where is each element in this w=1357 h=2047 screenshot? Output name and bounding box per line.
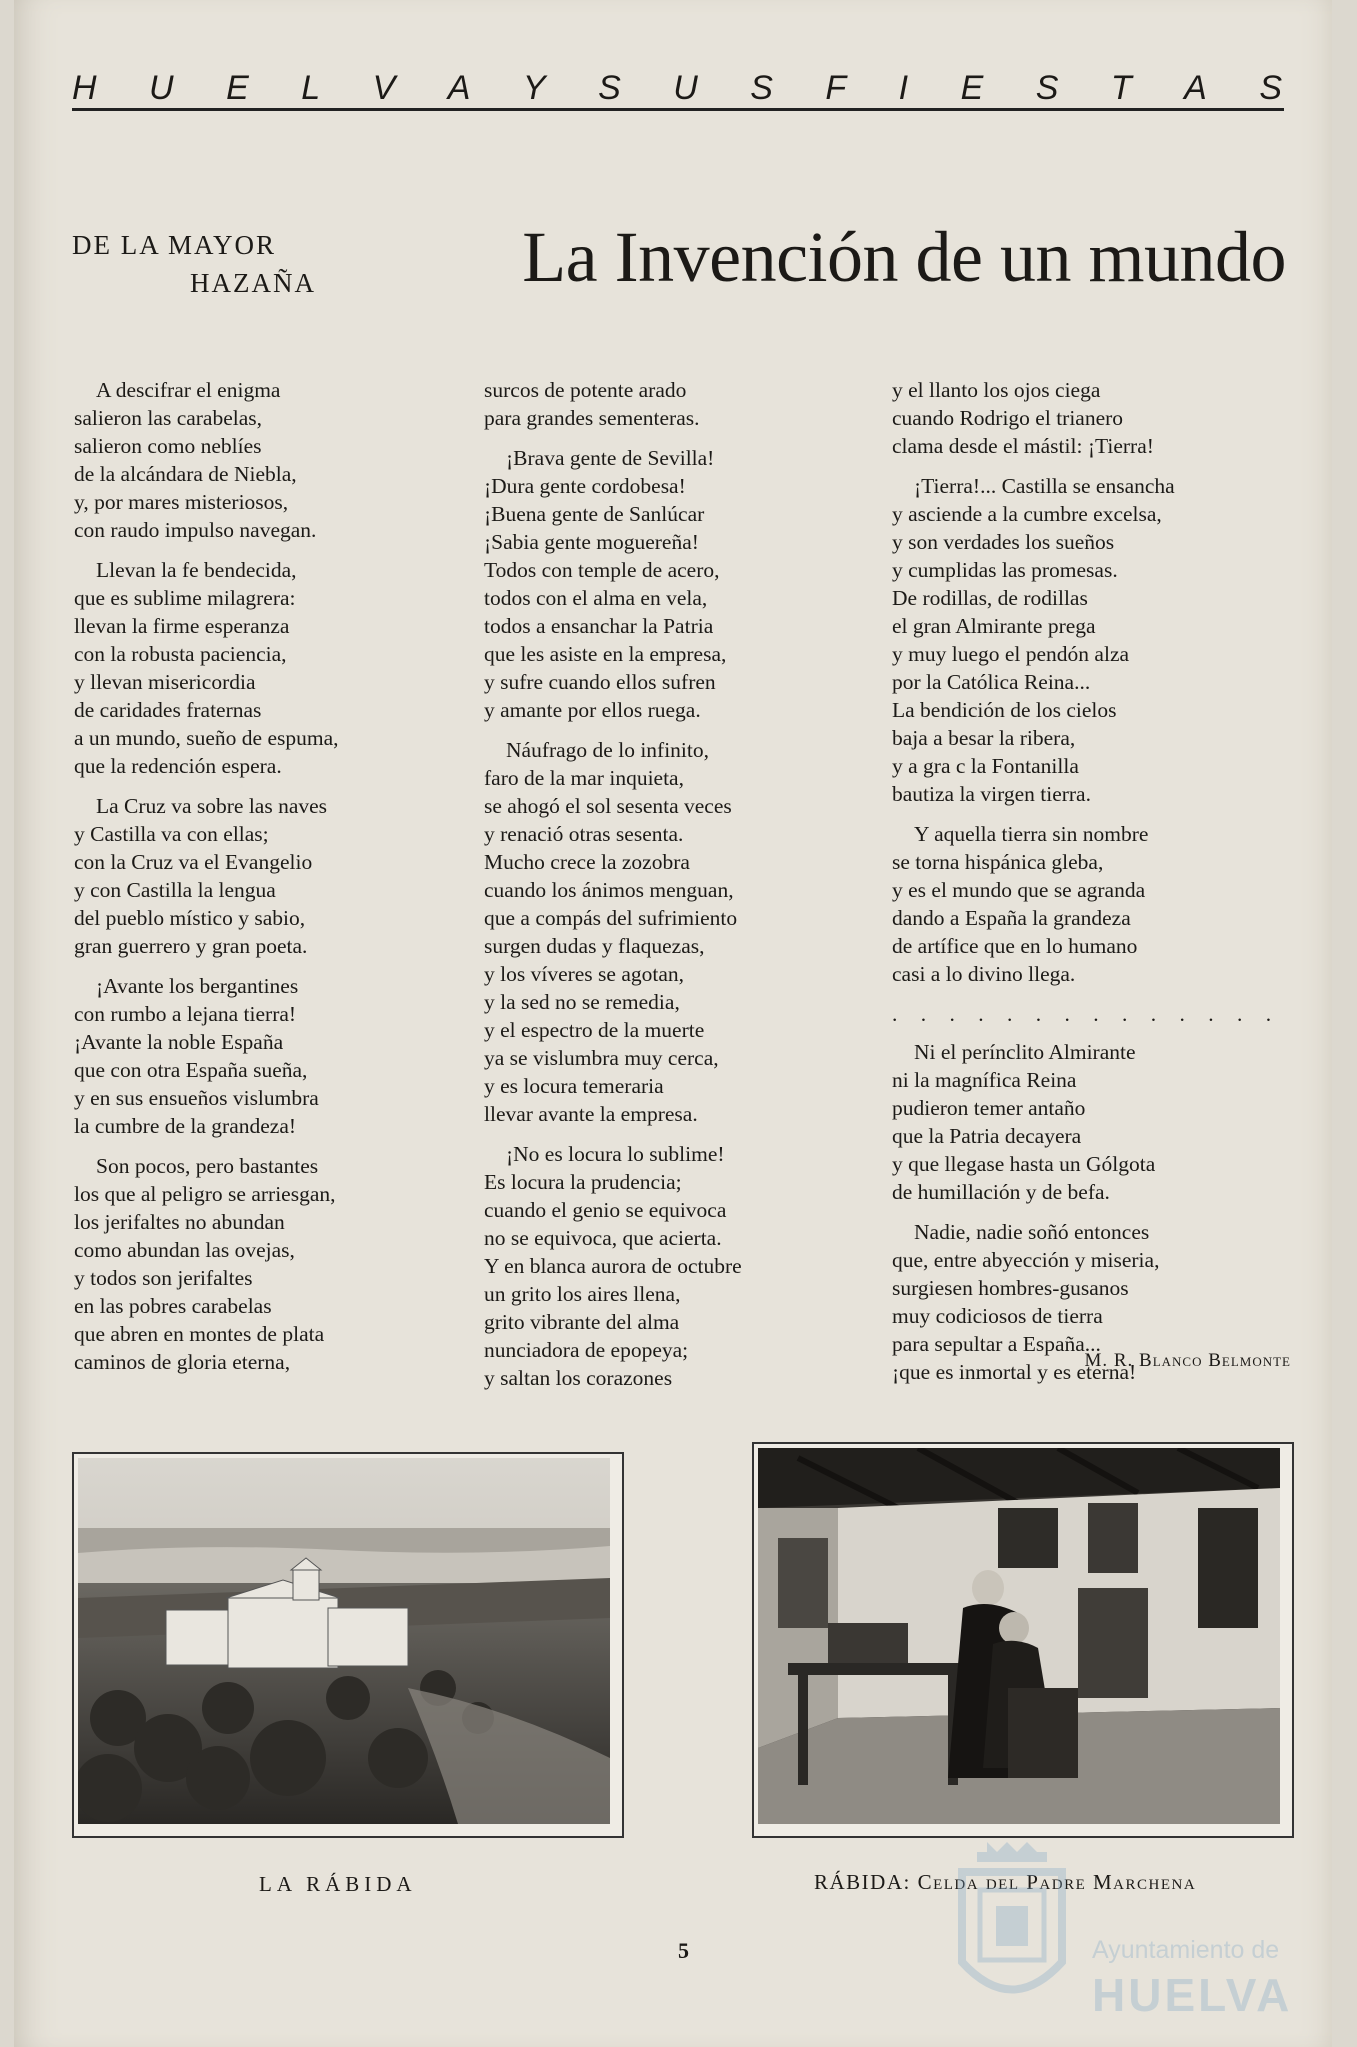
- poem-line: ¡Tierra!... Castilla se ensancha: [914, 474, 1175, 498]
- poem-line: Todos con temple de acero,: [484, 558, 720, 582]
- article-title: La Invención de un mundo: [522, 217, 1286, 297]
- poem-line: ¡Buena gente de Sanlúcar: [484, 502, 705, 526]
- poem-line: y con Castilla la lengua: [74, 878, 276, 902]
- poem-line: y es locura temeraria: [484, 1074, 664, 1098]
- poem-column-1: [74, 376, 414, 1388]
- poem-stanza: [74, 1152, 414, 1376]
- poem-line: llevan la firme esperanza: [74, 614, 290, 638]
- poem-line: baja a besar la ribera,: [892, 726, 1076, 750]
- running-head-letter: H: [72, 69, 99, 107]
- stanza-divider-dots: . . . . . . . . . . . . . .: [892, 1002, 1281, 1026]
- poem-line: los que al peligro se arriesgan,: [74, 1182, 336, 1206]
- poem-line: y Castilla va con ellas;: [74, 822, 269, 846]
- poem-line: que, entre abyección y miseria,: [892, 1248, 1160, 1272]
- running-head-letter: E: [960, 69, 986, 107]
- poem-line: y saltan los corazones: [484, 1366, 673, 1390]
- poem-line: dando a España la grandeza: [892, 906, 1131, 930]
- running-head-letter: Y: [522, 69, 548, 107]
- page-number: 5: [678, 1938, 689, 1963]
- poem-line: se ahogó el sol sesenta veces: [484, 794, 732, 818]
- poem-line: del pueblo místico y sabio,: [74, 906, 306, 930]
- poem-line: Mucho crece la zozobra: [484, 850, 690, 874]
- poem-line: y la sed no se remedia,: [484, 990, 680, 1014]
- poem-line: de artífice que en lo humano: [892, 934, 1138, 958]
- poem-line: Y aquella tierra sin nombre: [914, 822, 1149, 846]
- running-head-letter: U: [673, 69, 700, 107]
- poem-line: todos a ensanchar la Patria: [484, 614, 714, 638]
- poem-line: cuando Rodrigo el trianero: [892, 406, 1124, 430]
- caption-left: LA RÁBIDA: [259, 1872, 417, 1896]
- section-label-line1: DE LA MAYOR: [72, 230, 277, 260]
- poem-line: de caridades fraternas: [74, 698, 262, 722]
- poem-line: el gran Almirante prega: [892, 614, 1096, 638]
- poem-line: y amante por ellos ruega.: [484, 698, 701, 722]
- poem-stanza: [74, 972, 414, 1140]
- poem-line: y renació otras sesenta.: [484, 822, 684, 846]
- poem-line: casi a lo divino llega.: [892, 962, 1076, 986]
- poem-line: y son verdades los sueños: [892, 530, 1115, 554]
- poem-line: clama desde el mástil: ¡Tierra!: [892, 434, 1154, 458]
- running-head-letter: S: [1259, 69, 1284, 107]
- poem-line: Nadie, nadie soñó entonces: [914, 1220, 1150, 1244]
- poem-line: los jerifaltes no abundan: [74, 1210, 285, 1234]
- poem-line: que abren en montes de plata: [74, 1322, 325, 1346]
- running-head-letter: V: [372, 69, 398, 107]
- poem-line: ¡No es locura lo sublime!: [506, 1142, 725, 1166]
- poem-line: Y en blanca aurora de octubre: [484, 1254, 742, 1278]
- poem-line: faro de la mar inquieta,: [484, 766, 684, 790]
- running-head-letter: A: [1184, 69, 1209, 107]
- poem-line: y el llanto los ojos ciega: [892, 378, 1101, 402]
- poem-stanza: [892, 472, 1292, 808]
- poem-line: gran guerrero y gran poeta.: [74, 934, 308, 958]
- poem-line: cuando los ánimos menguan,: [484, 878, 734, 902]
- running-head: [72, 62, 1284, 111]
- poem-stanza: [892, 820, 1292, 988]
- poem-line: grito vibrante del alma: [484, 1310, 680, 1334]
- running-head-letter: L: [301, 69, 323, 107]
- poem-line: surgiesen hombres-gusanos: [892, 1276, 1129, 1300]
- running-head-letter: T: [1110, 69, 1134, 107]
- poem-column-2: [484, 376, 844, 1404]
- poem-line: con la Cruz va el Evangelio: [74, 850, 313, 874]
- poem-line: Son pocos, pero bastantes: [96, 1154, 319, 1178]
- poem-line: salieron como neblíes: [74, 434, 262, 458]
- poem-line: para grandes sementeras.: [484, 406, 700, 430]
- poem-stanza: [74, 792, 414, 960]
- poem-line: y en sus ensueños vislumbra: [74, 1086, 319, 1110]
- poem-line: pudieron temer antaño: [892, 1096, 1086, 1120]
- poem-stanza: [484, 1140, 844, 1392]
- poem-line: Ni el perínclito Almirante: [914, 1040, 1136, 1064]
- poem-line: que la redención espera.: [74, 754, 282, 778]
- poem-line: a un mundo, sueño de espuma,: [74, 726, 339, 750]
- running-head-letter: A: [447, 69, 473, 107]
- poem-line: surcos de potente arado: [484, 378, 687, 402]
- running-head-letter: S: [598, 69, 623, 107]
- poem-line: ¡que es inmortal y es eterna!: [892, 1360, 1137, 1384]
- poem-column-3: [892, 376, 1292, 1398]
- poem-line: para sepultar a España...: [892, 1332, 1101, 1356]
- poem-stanza: [484, 736, 844, 1128]
- poem-line: ¡Avante los bergantines: [96, 974, 299, 998]
- poem-line: A descifrar el enigma: [96, 378, 281, 402]
- poem-line: llevar avante la empresa.: [484, 1102, 698, 1126]
- poem-line: que les asiste en la empresa,: [484, 642, 727, 666]
- poem-line: y, por mares misteriosos,: [74, 490, 289, 514]
- poem-line: con la robusta paciencia,: [74, 642, 287, 666]
- poem-line: y cumplidas las promesas.: [892, 558, 1118, 582]
- poem-line: con raudo impulso navegan.: [74, 518, 317, 542]
- poem-stanza: [74, 376, 414, 544]
- poem-line: de la alcándara de Niebla,: [74, 462, 297, 486]
- poem-stanza: [74, 556, 414, 780]
- section-label-line2: HAZAÑA: [190, 268, 316, 298]
- poem-line: y es el mundo que se agranda: [892, 878, 1146, 902]
- poem-line: con rumbo a lejana tierra!: [74, 1002, 297, 1026]
- poem-line: y el espectro de la muerte: [484, 1018, 705, 1042]
- watermark-line1: Ayuntamiento de: [1092, 1936, 1280, 1964]
- author-signature: M. R. Blanco Belmonte: [1084, 1350, 1291, 1371]
- poem-line: y los víveres se agotan,: [484, 962, 685, 986]
- huelva-crest-icon: [952, 1842, 1072, 2012]
- running-head-letter: E: [226, 69, 251, 107]
- poem-stanza: [892, 1038, 1292, 1206]
- poem-line: Náufrago de lo infinito,: [506, 738, 710, 762]
- photo-la-rabida: [72, 1452, 624, 1838]
- poem-line: bautiza la virgen tierra.: [892, 782, 1091, 806]
- poem-line: se torna hispánica gleba,: [892, 850, 1104, 874]
- poem-line: que la Patria decayera: [892, 1124, 1082, 1148]
- photo-celda-padre-marchena: [752, 1442, 1294, 1838]
- running-head-letter: S: [750, 69, 775, 107]
- poem-line: que a compás del sufrimiento: [484, 906, 738, 930]
- poem-line: ¡Avante la noble España: [74, 1030, 284, 1054]
- watermark-line2: HUELVA: [1092, 1969, 1293, 2021]
- running-head-letter: I: [898, 69, 911, 107]
- poem-line: y a gra c la Fontanilla: [892, 754, 1079, 778]
- poem-stanza: [484, 376, 844, 432]
- poem-line: un grito los aires llena,: [484, 1282, 681, 1306]
- poem-line: y todos son jerifaltes: [74, 1266, 253, 1290]
- poem-line: ¡Dura gente cordobesa!: [484, 474, 686, 498]
- poem-line: muy codiciosos de tierra: [892, 1304, 1103, 1328]
- poem-line: ¡Sabia gente moguereña!: [484, 530, 699, 554]
- poem-line: que es sublime milagrera:: [74, 586, 296, 610]
- poem-stanza: [892, 376, 1292, 460]
- poem-line: La Cruz va sobre las naves: [96, 794, 328, 818]
- running-head-letter: U: [149, 69, 176, 107]
- poem-line: De rodillas, de rodillas: [892, 586, 1088, 610]
- magazine-page: [14, 0, 1332, 2047]
- poem-line: como abundan las ovejas,: [74, 1238, 295, 1262]
- running-head-letter: S: [1035, 69, 1061, 107]
- section-label: [72, 226, 316, 302]
- poem-line: surgen dudas y flaquezas,: [484, 934, 705, 958]
- poem-line: la cumbre de la grandeza!: [74, 1114, 297, 1138]
- poem-line: cuando el genio se equivoca: [484, 1198, 727, 1222]
- poem-line: y llevan misericordia: [74, 670, 256, 694]
- poem-line: de humillación y de befa.: [892, 1180, 1110, 1204]
- poem-line: y muy luego el pendón alza: [892, 642, 1130, 666]
- poem-line: no se equivoca, que acierta.: [484, 1226, 722, 1250]
- poem-line: y asciende a la cumbre excelsa,: [892, 502, 1162, 526]
- poem-line: ni la magnífica Reina: [892, 1068, 1077, 1092]
- poem-line: La bendición de los cielos: [892, 698, 1117, 722]
- poem-line: y sufre cuando ellos sufren: [484, 670, 716, 694]
- poem-line: que con otra España sueña,: [74, 1058, 308, 1082]
- poem-line: y que llegase hasta un Gólgota: [892, 1152, 1156, 1176]
- running-head-letter: F: [825, 69, 849, 107]
- poem-line: nunciadora de epopeya;: [484, 1338, 689, 1362]
- poem-line: todos con el alma en vela,: [484, 586, 708, 610]
- poem-line: salieron las carabelas,: [74, 406, 263, 430]
- poem-line: en las pobres carabelas: [74, 1294, 272, 1318]
- caption-right: RÁBIDA: Celda del Padre Marchena: [814, 1870, 1197, 1894]
- poem-line: Llevan la fe bendecida,: [96, 558, 297, 582]
- watermark-ayuntamiento-huelva: [952, 1842, 1302, 2022]
- poem-line: ¡Brava gente de Sevilla!: [506, 446, 715, 470]
- poem-line: ya se vislumbra muy cerca,: [484, 1046, 719, 1070]
- poem-stanza: [484, 444, 844, 724]
- poem-line: Es locura la prudencia;: [484, 1170, 682, 1194]
- poem-line: caminos de gloria eterna,: [74, 1350, 291, 1374]
- poem-line: por la Católica Reina...: [892, 670, 1091, 694]
